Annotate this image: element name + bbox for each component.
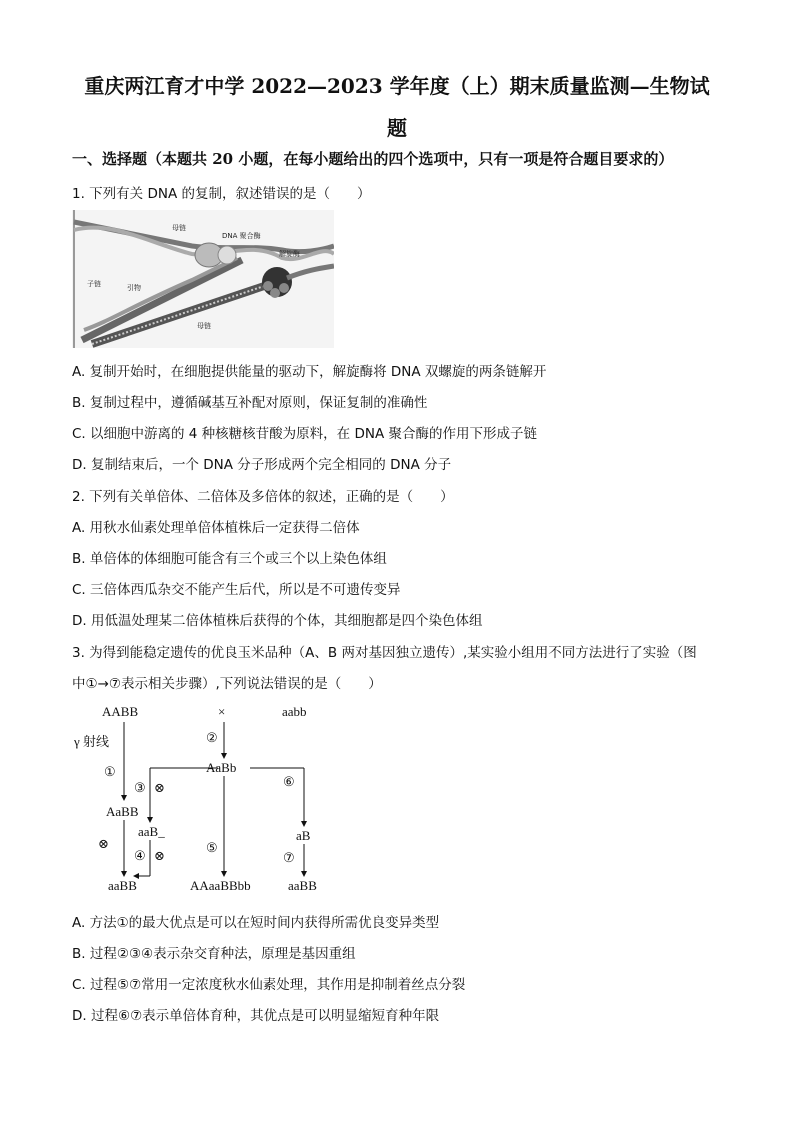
label-dna-polymerase: DNA 聚合酶 xyxy=(222,232,261,240)
f2-aab: aaB_ xyxy=(138,824,165,839)
gamma-ray-label: γ 射线 xyxy=(74,734,109,749)
q1-option-d: D. 复制结束后，一个 DNA 分子形成两个完全相同的 DNA 分子 xyxy=(72,457,452,473)
label-primer: 引物 xyxy=(127,284,141,292)
selfing-symbol-3: ⊗ xyxy=(154,780,165,795)
selfing-symbol-mut: ⊗ xyxy=(98,836,109,851)
selfing-symbol-4: ⊗ xyxy=(154,848,165,863)
result-aaaabbbb: AAaaBBbb xyxy=(190,878,251,893)
section-heading: 一、选择题（本题共 20 小题，在每小题给出的四个选项中，只有一项是符合题目要求的） xyxy=(72,150,674,168)
q2-option-a: A. 用秋水仙素处理单倍体植株后一定获得二倍体 xyxy=(72,520,360,536)
q1-option-b: B. 复制过程中，遵循碱基互补配对原则，保证复制的准确性 xyxy=(72,395,428,411)
label-daughter-strand: 子链 xyxy=(87,280,101,288)
f1-aabb: AaBb xyxy=(206,760,237,775)
q2-option-c: C. 三倍体西瓜杂交不能产生后代，所以是不可遗传变异 xyxy=(72,582,401,598)
step-5: ⑤ xyxy=(206,840,218,855)
step-6: ⑥ xyxy=(283,774,295,789)
dna-replication-figure xyxy=(72,210,334,348)
step-7: ⑦ xyxy=(283,850,295,865)
exam-title-line1: 重庆两江育才中学 2022—2023 学年度（上）期末质量监测—生物试 xyxy=(84,74,710,98)
q2-stem: 2. 下列有关单倍体、二倍体及多倍体的叙述，正确的是（ ） xyxy=(72,489,454,505)
parent-aabb-dominant: AABB xyxy=(102,704,139,719)
label-mother-strand-bottom: 母链 xyxy=(197,322,211,330)
q3-option-a: A. 方法①的最大优点是可以在短时间内获得所需优良变异类型 xyxy=(72,915,440,931)
cross-symbol: × xyxy=(218,704,226,719)
q3-stem-line2: 中①→⑦表示相关步骤）,下列说法错误的是（ ） xyxy=(72,676,382,692)
haploid-ab: aB xyxy=(296,828,311,843)
label-helicase: 解旋酶 xyxy=(279,250,300,258)
exam-title-line2: 题 xyxy=(387,116,407,140)
step-2: ② xyxy=(206,730,218,745)
mutant-aabb: AaBB xyxy=(106,804,139,819)
q2-option-d: D. 用低温处理某二倍体植株后获得的个体，其细胞都是四个染色体组 xyxy=(72,613,483,629)
q2-option-b: B. 单倍体的体细胞可能含有三个或三个以上染色体组 xyxy=(72,551,387,567)
result-aabb-3: aaBB xyxy=(288,878,317,893)
parent-aabb-recessive: aabb xyxy=(282,704,307,719)
q1-stem: 1. 下列有关 DNA 的复制，叙述错误的是（ ） xyxy=(72,186,371,202)
label-mother-strand-top: 母链 xyxy=(172,224,186,232)
breeding-diagram xyxy=(72,700,342,895)
step-1: ① xyxy=(104,764,116,779)
q3-option-b: B. 过程②③④表示杂交育种法，原理是基因重组 xyxy=(72,946,356,962)
step-4: ④ xyxy=(134,848,146,863)
q3-option-d: D. 过程⑥⑦表示单倍体育种，其优点是可以明显缩短育种年限 xyxy=(72,1008,440,1024)
step-3: ③ xyxy=(134,780,146,795)
q1-option-a: A. 复制开始时，在细胞提供能量的驱动下，解旋酶将 DNA 双螺旋的两条链解开 xyxy=(72,364,547,380)
q3-stem-line1: 3. 为得到能稳定遗传的优良玉米品种（A、B 两对基因独立遗传）,某实验小组用不同方法进行了实验（图 xyxy=(72,645,697,661)
q1-option-c: C. 以细胞中游离的 4 种核糖核苷酸为原料，在 DNA 聚合酶的作用下形成子链 xyxy=(72,426,537,442)
result-aabb-1: aaBB xyxy=(108,878,137,893)
q3-option-c: C. 过程⑤⑦常用一定浓度秋水仙素处理，其作用是抑制着丝点分裂 xyxy=(72,977,466,993)
